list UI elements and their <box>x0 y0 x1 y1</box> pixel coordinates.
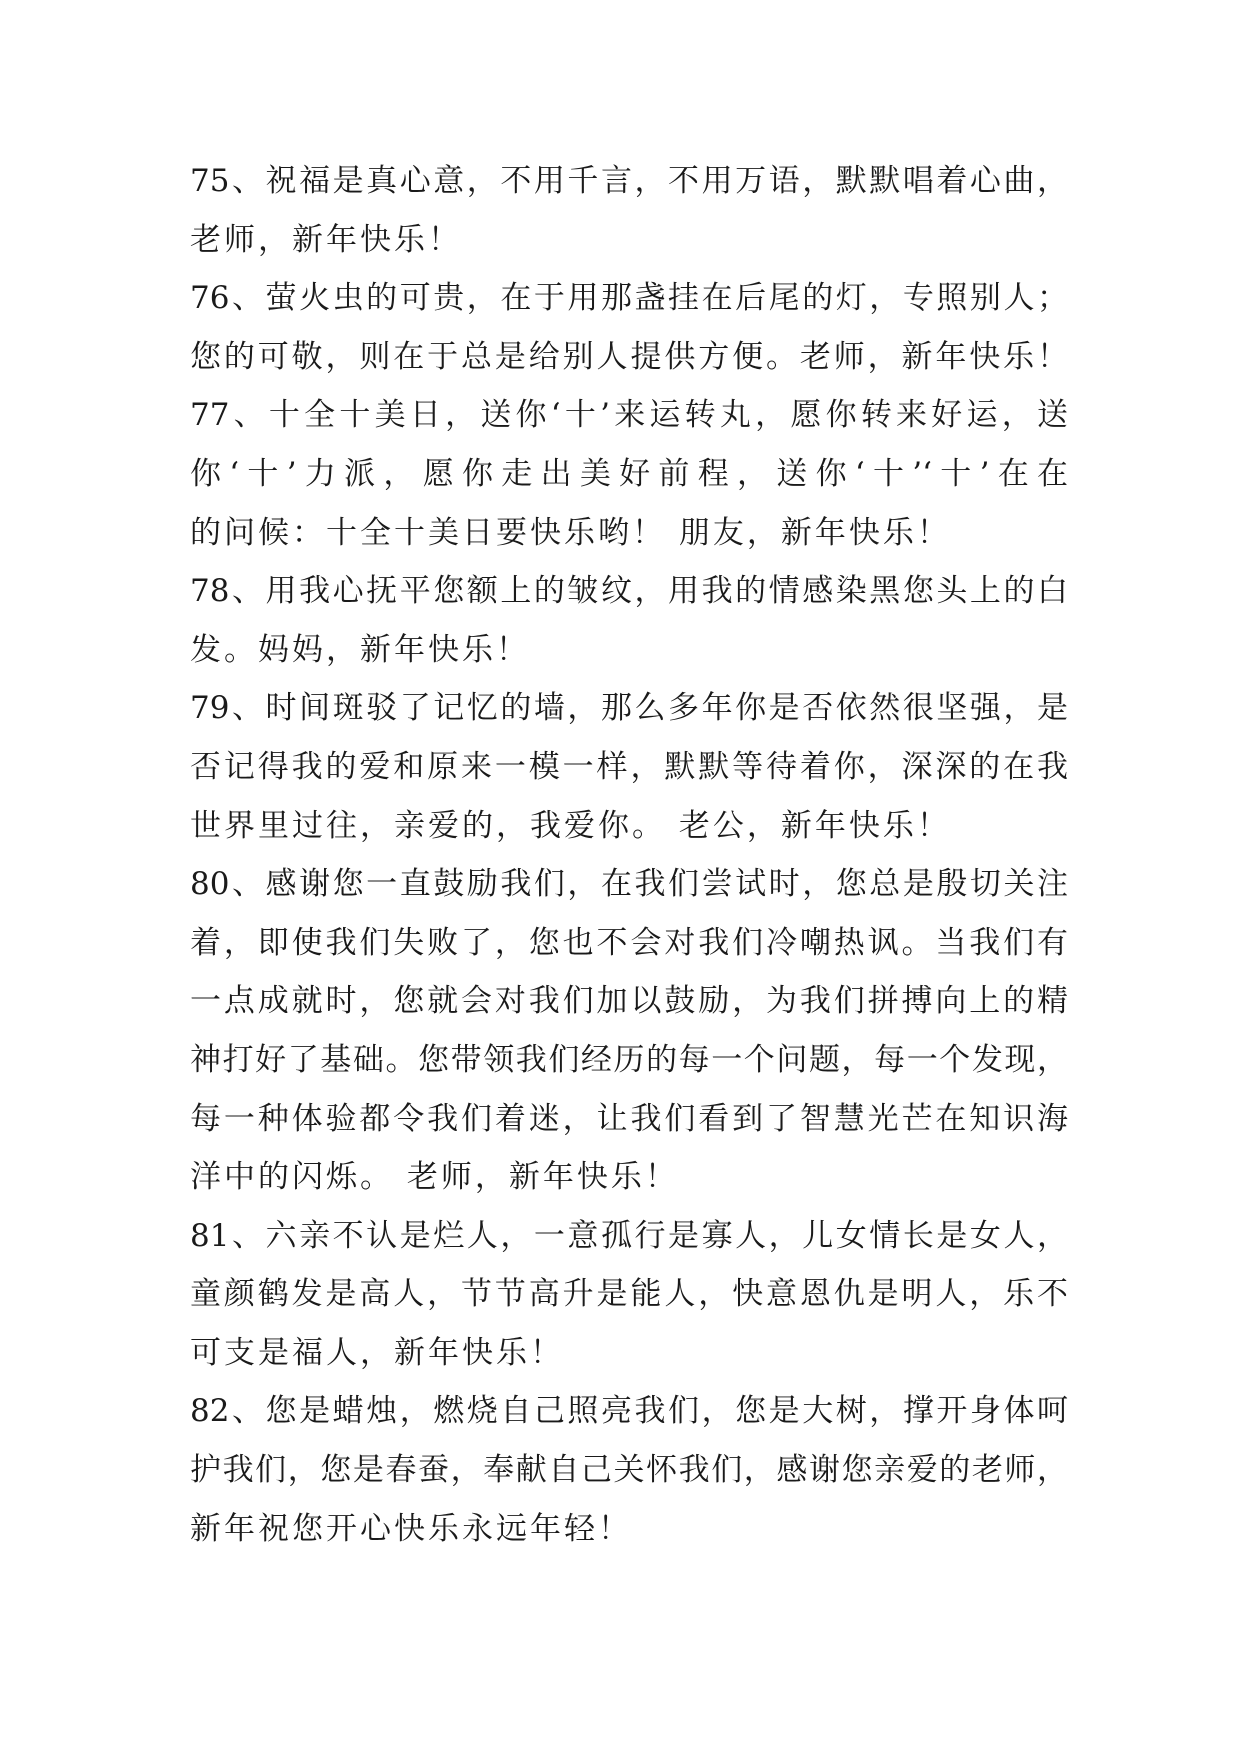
text-line: 79、时间斑驳了记忆的墙，那么多年你是否依然很坚强，是 <box>190 690 1068 727</box>
text-line: 80、感谢您一直鼓励我们，在我们尝试时，您总是殷切关注 <box>190 866 1068 903</box>
document-body <box>190 152 1068 1558</box>
text-line: 童颜鹤发是高人，节节高升是能人，快意恩仇是明人，乐不 <box>190 1276 1068 1313</box>
text-line: 78、用我心抚平您额上的皱纹，用我的情感染黑您头上的白 <box>190 573 1068 610</box>
text-line: 82、您是蜡烛，燃烧自己照亮我们，您是大树，撑开身体呵 <box>190 1393 1068 1430</box>
text-line: 可支是福人，新年快乐！ <box>190 1334 564 1371</box>
text-line: 75、祝福是真心意，不用千言，不用万语，默默唱着心曲， <box>190 163 1068 199</box>
text-line: 神打好了基础。您带领我们经历的每一个问题，每一个发现， <box>190 1041 1068 1078</box>
text-line: 一点成就时，您就会对我们加以鼓励，为我们拼搏向上的精 <box>190 983 1068 1020</box>
text-line: 洋中的闪烁。 老师，新年快乐！ <box>190 1159 679 1196</box>
text-line: 你‘十’力派，愿你走出美好前程，送你‘十’‘十’在在 <box>190 455 1068 492</box>
text-line: 世界里过往，亲爱的，我爱你。 老公，新年快乐！ <box>190 807 951 844</box>
text-line: 护我们，您是春蚕，奉献自己关怀我们，感谢您亲爱的老师， <box>190 1452 1068 1489</box>
text-line: 的问候：十全十美日要快乐哟！ 朋友，新年快乐！ <box>190 514 951 551</box>
text-line: 76、萤火虫的可贵，在于用那盏挂在后尾的灯，专照别人； <box>190 280 1068 317</box>
text-line: 77、十全十美日，送你‘十’来运转丸，愿你转来好运，送 <box>190 397 1068 434</box>
text-line: 每一种体验都令我们着迷，让我们看到了智慧光芒在知识海 <box>190 1100 1068 1137</box>
text-line: 老师，新年快乐！ <box>190 221 462 258</box>
text-line: 您的可敬，则在于总是给别人提供方便。老师，新年快乐！ <box>190 338 1068 375</box>
text-line: 否记得我的爱和原来一模一样，默默等待着你，深深的在我 <box>190 748 1068 785</box>
text-line: 着，即使我们失败了，您也不会对我们冷嘲热讽。当我们有 <box>190 924 1068 961</box>
text-line: 新年祝您开心快乐永远年轻！ <box>190 1510 632 1547</box>
text-line: 发。妈妈，新年快乐！ <box>190 631 530 668</box>
text-line: 81、六亲不认是烂人，一意孤行是寡人，儿女情长是女人， <box>190 1217 1068 1254</box>
